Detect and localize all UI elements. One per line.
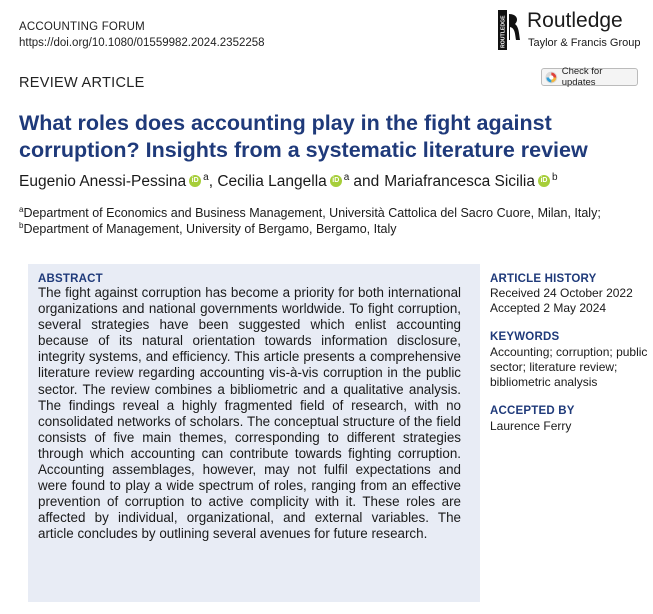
author-name[interactable]: Eugenio Anessi-Pessina <box>19 173 187 190</box>
article-type: REVIEW ARTICLE <box>19 75 145 91</box>
check-updates-icon <box>545 71 558 84</box>
abstract-text: The fight against corruption has become a priority for both international organizations and national governments worldwide. To fight corruption, several strategies have been suggested which enlist accounting because of its natural orientation towards information disclosure, integrity systems, and efficiency. This article presents a comprehensive literature review regarding accounting vis-à-vis corruption in the public sector. The review combines a bibliometric and a qualitative analysis. The findings reveal a highly fragmented field of research, with no consolidated networks of scholars. The conceptual structure of the field consists of five main themes, corresponding to different strategies through which accounting can contribute towards fighting corruption. Accounting assemblages, however, may not fulfil expectations and were found to play a wide spectrum of roles, ranging from an effective prevention of corruption to active complicity with it. These roles are affected by individual, organizational, and external variables. The article concludes by outlining several avenues for future research. <box>38 285 461 542</box>
affiliation-text: Department of Economics and Business Management, Università Cattolica del Sacro Cuore, Milan, Italy; <box>23 206 601 221</box>
check-updates-label: Check for updates <box>561 66 603 88</box>
publisher-subtitle: Taylor & Francis Group <box>528 37 641 49</box>
abstract-heading: ABSTRACT <box>38 273 103 285</box>
keywords-heading: KEYWORDS <box>490 331 560 343</box>
orcid-icon[interactable]: iD <box>538 175 550 187</box>
journal-name: ACCOUNTING FORUM <box>19 21 145 33</box>
accepted-by-heading: ACCEPTED BY <box>490 405 575 417</box>
author-name[interactable]: Mariafrancesca Sicilia <box>384 173 535 190</box>
affiliation-mark: a <box>343 172 350 183</box>
author-conjunction: and <box>353 173 380 190</box>
affiliation-a <box>19 205 601 220</box>
affiliation-mark: b <box>19 221 24 230</box>
affiliation-mark: a <box>19 205 24 214</box>
publisher-name: Routledge <box>527 9 623 32</box>
affiliation-b <box>19 221 397 236</box>
affiliation-text: Department of Management, University of Bergamo, Bergamo, Italy <box>23 222 397 237</box>
keywords-text: Accounting; corruption; public sector; literature review; bibliometric analysis <box>490 345 648 389</box>
accepted-date: Accepted 2 May 2024 <box>490 301 607 315</box>
publisher-logo <box>497 8 647 54</box>
author-list <box>19 172 558 191</box>
article-title: What roles does accounting play in the fight against corruption? Insights from a systematic literature review <box>19 111 588 162</box>
author-separator: , <box>208 173 214 190</box>
affiliation-mark: a <box>203 172 209 183</box>
accepted-by-name: Laurence Ferry <box>490 419 572 433</box>
orcid-icon[interactable]: iD <box>189 175 201 187</box>
affiliation-mark: b <box>551 172 558 183</box>
article-history-heading: ARTICLE HISTORY <box>490 273 597 285</box>
doi-link[interactable]: https://doi.org/10.1080/01559982.2024.2352258 <box>19 37 265 49</box>
author-name[interactable]: Cecilia Langella <box>217 173 327 190</box>
logo-text: ROUTLEDGE <box>500 15 507 49</box>
orcid-icon[interactable]: iD <box>330 175 342 187</box>
check-for-updates-button[interactable] <box>541 68 638 86</box>
routledge-logo-icon <box>497 10 521 50</box>
received-date: Received 24 October 2022 <box>490 286 633 300</box>
